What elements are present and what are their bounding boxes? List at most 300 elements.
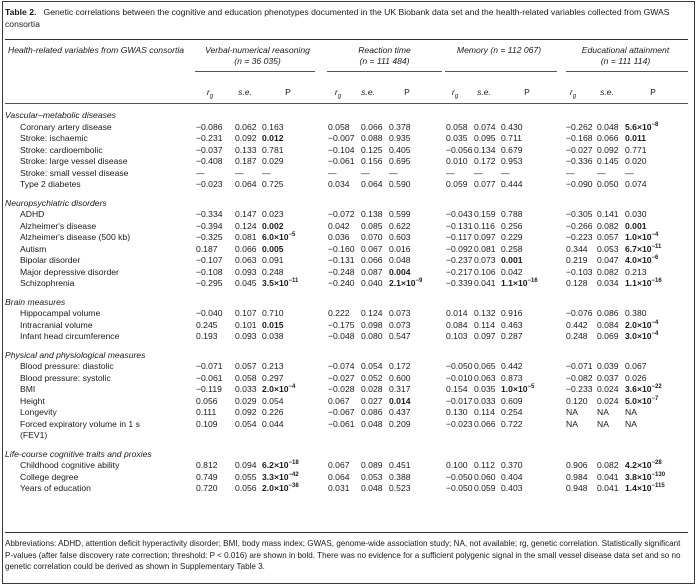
row-label: Intracranial volume — [20, 319, 93, 330]
cell-reaction-se: 0.066 — [361, 255, 383, 265]
cell-reaction-se: 0.067 — [361, 243, 383, 254]
cell-reaction-rg: −0.074 — [328, 361, 355, 371]
row-label: Hippocampal volume — [20, 308, 101, 318]
cell-verbal-p: 0.725 — [262, 179, 284, 189]
section-title: Neuropsychiatric disorders — [5, 197, 107, 208]
cell-reaction-se: 0.098 — [361, 319, 383, 330]
cell-education-p: $1.0\times 10^{-4}$ — [625, 232, 659, 242]
row-label: ADHD — [20, 209, 45, 219]
cell-reaction-p: 0.603 — [389, 232, 411, 242]
cell-education-rg: −0.090 — [566, 179, 593, 189]
cell-memory-p: 0.711 — [501, 133, 522, 143]
row-label: Bipolar disorder — [20, 255, 81, 265]
cell-reaction-p: 0.378 — [389, 121, 411, 132]
section-title: Vascular–metabolic diseases — [5, 110, 116, 120]
cell-reaction-rg: 0.042 — [328, 220, 350, 231]
cell-reaction-rg: 0.064 — [328, 471, 350, 482]
cell-reaction-rg: −0.175 — [328, 319, 355, 330]
cell-verbal-rg: −0.394 — [196, 220, 223, 231]
cell-verbal-se: 0.045 — [235, 278, 257, 288]
rule-group-memory — [445, 71, 557, 72]
cell-reaction-se: 0.087 — [361, 266, 383, 277]
table-caption — [5, 7, 689, 30]
cell-reaction-se: 0.054 — [361, 361, 383, 371]
cell-verbal-rg: −0.119 — [196, 384, 222, 394]
cell-memory-p: 0.430 — [501, 121, 523, 132]
cell-memory-se: 0.159 — [474, 209, 496, 219]
section-title: Brain measures — [5, 296, 66, 307]
cell-memory-se: 0.112 — [474, 460, 495, 470]
row-label: Alzheimer's disease (500 kb) — [20, 232, 131, 242]
cell-verbal-p: $6.2\times 10^{-18}$ — [262, 460, 299, 470]
subheader-reaction-p: P — [404, 87, 410, 97]
cell-education-p: $4.2\times 10^{-28}$ — [625, 460, 662, 470]
subheader-education-rg: $r_g$ — [569, 87, 577, 100]
cell-verbal-se: 0.133 — [235, 144, 257, 155]
cell-verbal-rg: −0.334 — [196, 209, 223, 219]
cell-reaction-p: 0.209 — [389, 418, 411, 429]
cell-education-rg: −0.305 — [566, 209, 593, 219]
row-label: Blood pressure: systolic — [20, 372, 111, 383]
cell-reaction-rg: −0.048 — [328, 331, 355, 341]
cell-memory-p: 0.873 — [501, 372, 523, 383]
cell-education-se: 0.082 — [597, 266, 619, 277]
cell-memory-rg: — — [446, 167, 455, 178]
cell-reaction-rg: −0.061 — [328, 418, 355, 429]
cell-memory-se: 0.114 — [474, 407, 495, 417]
subheader-education-p: P — [650, 87, 656, 97]
row-label: Childhood cognitive ability — [20, 460, 120, 470]
cell-reaction-rg: −0.131 — [328, 255, 355, 265]
cell-reaction-rg: — — [328, 167, 337, 178]
cell-memory-rg: 0.058 — [446, 121, 468, 132]
cell-education-p: $3.6\times 10^{-22}$ — [625, 384, 662, 394]
cell-education-p: 0.001 — [625, 220, 647, 231]
subheader-reaction-rg: $r_g$ — [334, 87, 342, 100]
row-label: Major depressive disorder — [20, 266, 119, 277]
cell-education-p: $1.1\times 10^{-16}$ — [625, 278, 662, 288]
cell-education-p: 0.074 — [625, 179, 647, 189]
cell-education-rg: 0.344 — [566, 243, 588, 254]
rule-group-education — [566, 71, 688, 72]
cell-reaction-p: 0.172 — [389, 361, 411, 371]
cell-memory-se: 0.063 — [474, 372, 496, 383]
cell-memory-se: 0.095 — [474, 133, 496, 143]
cell-memory-p: 0.722 — [501, 418, 523, 429]
cell-verbal-p: 0.015 — [262, 319, 284, 330]
cell-verbal-rg: 0.187 — [196, 243, 218, 254]
cell-reaction-rg: 0.067 — [328, 395, 350, 406]
cell-memory-rg: −0.043 — [446, 209, 473, 219]
cell-verbal-rg: −0.107 — [196, 255, 223, 265]
cell-education-se: 0.084 — [597, 319, 619, 330]
row-label: Autism — [20, 243, 47, 254]
cell-reaction-p: 0.523 — [389, 483, 411, 493]
cell-education-rg: 0.984 — [566, 471, 588, 482]
cell-reaction-se: 0.085 — [361, 220, 383, 231]
subheader-memory-se: s.e. — [477, 87, 491, 97]
cell-reaction-se: — — [361, 167, 370, 178]
cell-education-p: 0.030 — [625, 209, 647, 219]
cell-verbal-rg: −0.108 — [196, 266, 223, 277]
cell-memory-se: 0.097 — [474, 232, 496, 242]
cell-verbal-p: $2.0\times 10^{-38}$ — [262, 483, 299, 493]
cell-memory-se: 0.134 — [474, 144, 496, 155]
cell-verbal-rg: 0.109 — [196, 418, 218, 429]
cell-education-p: $5.6\times 10^{-8}$ — [625, 121, 659, 132]
cell-education-rg: −0.103 — [566, 266, 593, 277]
cell-education-se: 0.141 — [597, 209, 619, 219]
row-label: (FEV1) — [20, 430, 48, 440]
cell-reaction-se: 0.138 — [361, 209, 383, 219]
cell-education-rg: NA — [566, 407, 578, 417]
row-label: Alzheimer's disease — [20, 220, 97, 231]
cell-education-se: 0.037 — [597, 372, 619, 383]
cell-education-se: 0.145 — [597, 156, 619, 166]
cell-reaction-se: 0.124 — [361, 308, 383, 318]
cell-memory-p: 0.254 — [501, 407, 523, 417]
cell-verbal-rg: −0.071 — [196, 361, 223, 371]
cell-reaction-p: 0.073 — [389, 308, 411, 318]
header-group-verbal-n: (n = 36 035) — [234, 56, 281, 66]
cell-verbal-p: 0.297 — [262, 372, 284, 383]
cell-verbal-p: 0.226 — [262, 407, 284, 417]
cell-reaction-p: 0.317 — [389, 384, 411, 394]
cell-education-rg: −0.071 — [566, 361, 593, 371]
cell-reaction-se: 0.125 — [361, 144, 383, 155]
cell-education-rg: −0.168 — [566, 133, 593, 143]
cell-verbal-se: 0.029 — [235, 395, 257, 406]
cell-verbal-rg: 0.111 — [196, 407, 217, 417]
cell-education-p: 0.067 — [625, 361, 647, 371]
cell-reaction-se: 0.028 — [361, 384, 383, 394]
cell-education-se: — — [597, 167, 606, 178]
cell-reaction-rg: −0.067 — [328, 407, 355, 417]
cell-reaction-rg: −0.072 — [328, 209, 355, 219]
cell-memory-rg: 0.010 — [446, 156, 468, 166]
section-title: Physical and physiological measures — [5, 349, 146, 360]
cell-verbal-rg: −0.231 — [196, 133, 223, 143]
cell-reaction-p: 0.695 — [389, 156, 411, 166]
cell-education-rg: — — [566, 167, 575, 178]
cell-memory-se: 0.059 — [474, 483, 496, 493]
cell-memory-se: 0.132 — [474, 308, 496, 318]
cell-education-p: $3.8\times 10^{-130}$ — [625, 471, 666, 482]
cell-memory-rg: 0.014 — [446, 308, 468, 318]
row-label: Blood pressure: diastolic — [20, 361, 114, 371]
cell-education-se: 0.086 — [597, 308, 619, 318]
cell-reaction-rg: 0.067 — [328, 460, 350, 470]
cell-verbal-rg: 0.056 — [196, 395, 218, 406]
cell-reaction-p: 0.437 — [389, 407, 411, 417]
cell-reaction-p: 0.048 — [389, 255, 411, 265]
cell-reaction-rg: −0.104 — [328, 144, 355, 155]
cell-education-p: $3.0\times 10^{-4}$ — [625, 331, 659, 341]
cell-verbal-p: 0.054 — [262, 395, 284, 406]
cell-education-p: 0.380 — [625, 308, 647, 318]
cell-education-se: 0.092 — [597, 144, 619, 155]
cell-memory-rg: −0.023 — [446, 418, 473, 429]
cell-reaction-p: 0.935 — [389, 133, 411, 143]
cell-memory-rg: −0.339 — [446, 278, 473, 288]
rule-top — [5, 39, 688, 40]
cell-reaction-se: 0.048 — [361, 418, 383, 429]
cell-education-p: — — [625, 167, 634, 178]
cell-verbal-rg: −0.023 — [196, 179, 223, 189]
cell-reaction-se: 0.048 — [361, 483, 383, 493]
cell-education-se: NA — [597, 418, 609, 429]
row-label: Coronary artery disease — [20, 121, 112, 132]
cell-education-rg: 0.442 — [566, 319, 588, 330]
cell-memory-p: 0.287 — [501, 331, 523, 341]
subheader-memory-p: P — [524, 87, 530, 97]
header-group-reaction — [322, 45, 447, 67]
subheader-memory-rg: $r_g$ — [451, 87, 459, 100]
cell-memory-se: 0.172 — [474, 156, 496, 166]
cell-memory-p: 0.788 — [501, 209, 523, 219]
cell-education-se: 0.082 — [597, 460, 619, 470]
cell-verbal-rg: 0.245 — [196, 319, 218, 330]
caption-text: Genetic correlations between the cognitive and education phenotypes documented in the UK Biobank data set and the health-related variables collected from GWAS consortia — [5, 7, 670, 29]
rule-under-header — [5, 103, 688, 104]
cell-memory-se: 0.106 — [474, 266, 496, 277]
cell-reaction-rg: −0.248 — [328, 266, 355, 277]
cell-verbal-p: 0.005 — [262, 243, 284, 254]
cell-education-se: 0.024 — [597, 384, 619, 394]
row-label: Stroke: small vessel disease — [20, 167, 129, 178]
cell-education-se: 0.069 — [597, 331, 619, 341]
cell-verbal-p: 0.038 — [262, 331, 284, 341]
cell-memory-rg: −0.050 — [446, 361, 473, 371]
cell-memory-se: 0.060 — [474, 471, 496, 482]
cell-education-p: NA — [625, 418, 637, 429]
cell-education-se: 0.057 — [597, 232, 619, 242]
cell-education-rg: 0.248 — [566, 331, 588, 341]
cell-memory-rg: −0.050 — [446, 471, 473, 482]
cell-reaction-rg: −0.007 — [328, 133, 355, 143]
cell-verbal-p: — — [262, 167, 271, 178]
cell-education-rg: −0.262 — [566, 121, 593, 132]
cell-verbal-se: 0.101 — [235, 319, 257, 330]
cell-verbal-se: 0.063 — [235, 255, 257, 265]
table-page — [2, 1, 695, 584]
subheader-verbal-se: s.e. — [238, 87, 252, 97]
cell-education-se: 0.050 — [597, 179, 619, 189]
cell-verbal-p: 0.044 — [262, 418, 284, 429]
cell-reaction-se: 0.086 — [361, 407, 383, 417]
cell-reaction-p: 0.599 — [389, 209, 411, 219]
cell-education-rg: NA — [566, 418, 578, 429]
cell-education-p: $2.0\times 10^{-4}$ — [625, 319, 659, 330]
cell-memory-se: 0.114 — [474, 319, 495, 330]
cell-education-se: 0.066 — [597, 133, 619, 143]
cell-memory-p: 0.403 — [501, 483, 523, 493]
cell-reaction-se: 0.156 — [361, 156, 383, 166]
cell-verbal-p: 0.213 — [262, 361, 284, 371]
cell-verbal-rg: −0.061 — [196, 372, 223, 383]
cell-memory-rg: 0.130 — [446, 407, 468, 417]
cell-memory-rg: 0.154 — [446, 384, 468, 394]
cell-verbal-se: 0.093 — [235, 331, 257, 341]
cell-verbal-p: 0.012 — [262, 133, 284, 143]
cell-memory-rg: −0.017 — [446, 395, 473, 406]
cell-verbal-rg: 0.193 — [196, 331, 218, 341]
cell-memory-p: 0.370 — [501, 460, 523, 470]
cell-verbal-rg: — — [196, 167, 205, 178]
rule-group-reaction — [327, 71, 442, 72]
cell-education-rg: 0.219 — [566, 255, 588, 265]
cell-memory-rg: −0.010 — [446, 372, 473, 383]
cell-memory-p: 0.256 — [501, 220, 523, 231]
cell-memory-se: 0.097 — [474, 331, 496, 341]
cell-reaction-rg: 0.031 — [328, 483, 350, 493]
cell-verbal-se: 0.062 — [235, 121, 257, 132]
cell-memory-se: 0.033 — [474, 395, 496, 406]
cell-verbal-se: 0.056 — [235, 483, 257, 493]
cell-memory-p: $1.1\times 10^{-16}$ — [501, 278, 538, 288]
cell-verbal-p: 0.163 — [262, 121, 284, 132]
cell-verbal-p: $3.3\times 10^{-42}$ — [262, 471, 299, 482]
cell-verbal-rg: −0.037 — [196, 144, 223, 155]
cell-verbal-p: 0.029 — [262, 156, 284, 166]
cell-reaction-p: — — [389, 167, 398, 178]
cell-education-se: 0.041 — [597, 471, 619, 482]
cell-reaction-p: 0.016 — [389, 243, 411, 254]
cell-reaction-se: 0.064 — [361, 179, 383, 189]
cell-education-rg: −0.076 — [566, 308, 593, 318]
cell-education-p: $5.0\times 10^{-7}$ — [625, 395, 659, 406]
cell-verbal-rg: −0.295 — [196, 278, 223, 288]
cell-education-p: 0.020 — [625, 156, 647, 166]
cell-education-p: 0.026 — [625, 372, 647, 383]
cell-verbal-se: — — [235, 167, 244, 178]
cell-memory-se: 0.035 — [474, 384, 496, 394]
cell-education-p: $4.0\times 10^{-6}$ — [625, 255, 659, 265]
cell-reaction-rg: 0.036 — [328, 232, 350, 242]
cell-reaction-p: 0.590 — [389, 179, 411, 189]
cell-memory-se: — — [474, 167, 483, 178]
row-label: Years of education — [20, 483, 91, 493]
cell-verbal-se: 0.092 — [235, 407, 257, 417]
cell-education-se: 0.041 — [597, 483, 619, 493]
cell-verbal-rg: 0.749 — [196, 471, 218, 482]
cell-education-rg: −0.336 — [566, 156, 593, 166]
cell-reaction-rg: −0.160 — [328, 243, 355, 254]
row-label: Stroke: large vessel disease — [20, 156, 128, 166]
cell-reaction-se: 0.027 — [361, 395, 383, 406]
cell-memory-p: 0.609 — [501, 395, 523, 406]
cell-reaction-se: 0.070 — [361, 232, 383, 242]
header-first-col: Health-related variables from GWAS consortia — [8, 45, 185, 55]
cell-memory-p: 0.953 — [501, 156, 523, 166]
cell-verbal-se: 0.187 — [235, 156, 257, 166]
row-label: Type 2 diabetes — [20, 179, 81, 189]
cell-education-p: $6.7\times 10^{-11}$ — [625, 243, 662, 254]
cell-verbal-rg: 0.720 — [196, 483, 218, 493]
subheader-verbal-rg: $r_g$ — [206, 87, 214, 100]
cell-verbal-p: 0.710 — [262, 308, 284, 318]
subheader-reaction-se: s.e. — [361, 87, 375, 97]
cell-verbal-p: 0.023 — [262, 209, 284, 219]
cell-reaction-p: 0.004 — [389, 266, 411, 277]
cell-verbal-se: 0.093 — [235, 266, 257, 277]
cell-memory-se: 0.081 — [474, 243, 496, 254]
cell-memory-rg: −0.092 — [446, 243, 473, 254]
cell-reaction-rg: −0.028 — [328, 384, 355, 394]
cell-reaction-rg: −0.240 — [328, 278, 355, 288]
row-label: Stroke: ischaemic — [20, 133, 88, 143]
cell-education-se: 0.047 — [597, 255, 619, 265]
cell-education-se: 0.082 — [597, 220, 619, 231]
cell-reaction-p: 0.622 — [389, 220, 411, 231]
cell-verbal-rg: −0.040 — [196, 308, 223, 318]
cell-reaction-se: 0.089 — [361, 460, 383, 470]
cell-reaction-se: 0.053 — [361, 471, 383, 482]
cell-memory-p: 0.229 — [501, 232, 523, 242]
cell-memory-se: 0.073 — [474, 255, 496, 265]
cell-memory-rg: 0.059 — [446, 179, 468, 189]
section-title: Life-course cognitive traits and proxies — [5, 448, 152, 459]
cell-verbal-p: 0.091 — [262, 255, 284, 265]
cell-memory-p: 0.442 — [501, 361, 523, 371]
cell-memory-rg: −0.131 — [446, 220, 473, 231]
cell-memory-se: 0.066 — [474, 418, 496, 429]
subheader-verbal-p: P — [285, 87, 291, 97]
header-group-education-label: Educational attainment — [581, 45, 670, 55]
header-group-reaction-label: Reaction time — [358, 45, 411, 55]
cell-education-rg: 0.906 — [566, 460, 588, 470]
header-group-education-n: (n = 111 114) — [600, 56, 651, 66]
rule-group-verbal — [195, 71, 315, 72]
cell-memory-p: 0.916 — [501, 308, 523, 318]
cell-verbal-se: 0.055 — [235, 471, 257, 482]
cell-memory-rg: 0.100 — [446, 460, 468, 470]
cell-memory-p: 0.001 — [501, 255, 523, 265]
header-group-verbal-label: Verbal-numerical reasoning — [205, 45, 310, 55]
cell-memory-p: $1.0\times 10^{-5}$ — [501, 384, 535, 394]
cell-reaction-rg: −0.027 — [328, 372, 355, 383]
cell-verbal-rg: 0.812 — [196, 460, 218, 470]
cell-reaction-se: 0.040 — [361, 278, 383, 288]
cell-memory-p: 0.463 — [501, 319, 523, 330]
cell-verbal-p: 0.002 — [262, 220, 284, 231]
header-group-education — [563, 45, 688, 67]
cell-verbal-se: 0.081 — [235, 232, 257, 242]
cell-memory-p: 0.404 — [501, 471, 523, 482]
cell-education-se: 0.048 — [597, 121, 619, 132]
header-group-reaction-n: (n = 111 484) — [359, 56, 410, 66]
cell-memory-rg: −0.217 — [446, 266, 473, 277]
cell-verbal-se: 0.064 — [235, 179, 257, 189]
cell-reaction-se: 0.052 — [361, 372, 383, 383]
cell-education-se: 0.024 — [597, 395, 619, 406]
cell-education-p: 0.771 — [625, 144, 647, 155]
cell-verbal-rg: −0.325 — [196, 232, 223, 242]
cell-reaction-p: 0.014 — [389, 395, 411, 406]
row-label: College degree — [20, 471, 79, 482]
table-footnote: Abbreviations: ADHD, attention deficit hyperactivity disorder; BMI, body mass index; GWAS, genome-wide association study; NA, not available; rg, genetic correlation. Statistically significant P-values (after false discovery rate correction; threshold: P < 0.016) are shown in bold. There was no evidence for a sufficient polygenic signal in the small vessel disease data set and so no genetic correlation could be derived as shown in Supplementary Table 3. — [5, 539, 681, 572]
cell-education-rg: 0.120 — [566, 395, 588, 406]
cell-verbal-se: 0.094 — [235, 460, 257, 470]
header-group-memory — [440, 45, 558, 56]
cell-memory-se: 0.065 — [474, 361, 496, 371]
cell-memory-se: 0.041 — [474, 278, 496, 288]
cell-education-rg: −0.027 — [566, 144, 593, 155]
cell-education-se: 0.039 — [597, 361, 619, 371]
cell-memory-p: — — [501, 167, 510, 178]
cell-memory-rg: −0.237 — [446, 255, 473, 265]
cell-education-rg: −0.223 — [566, 232, 593, 242]
